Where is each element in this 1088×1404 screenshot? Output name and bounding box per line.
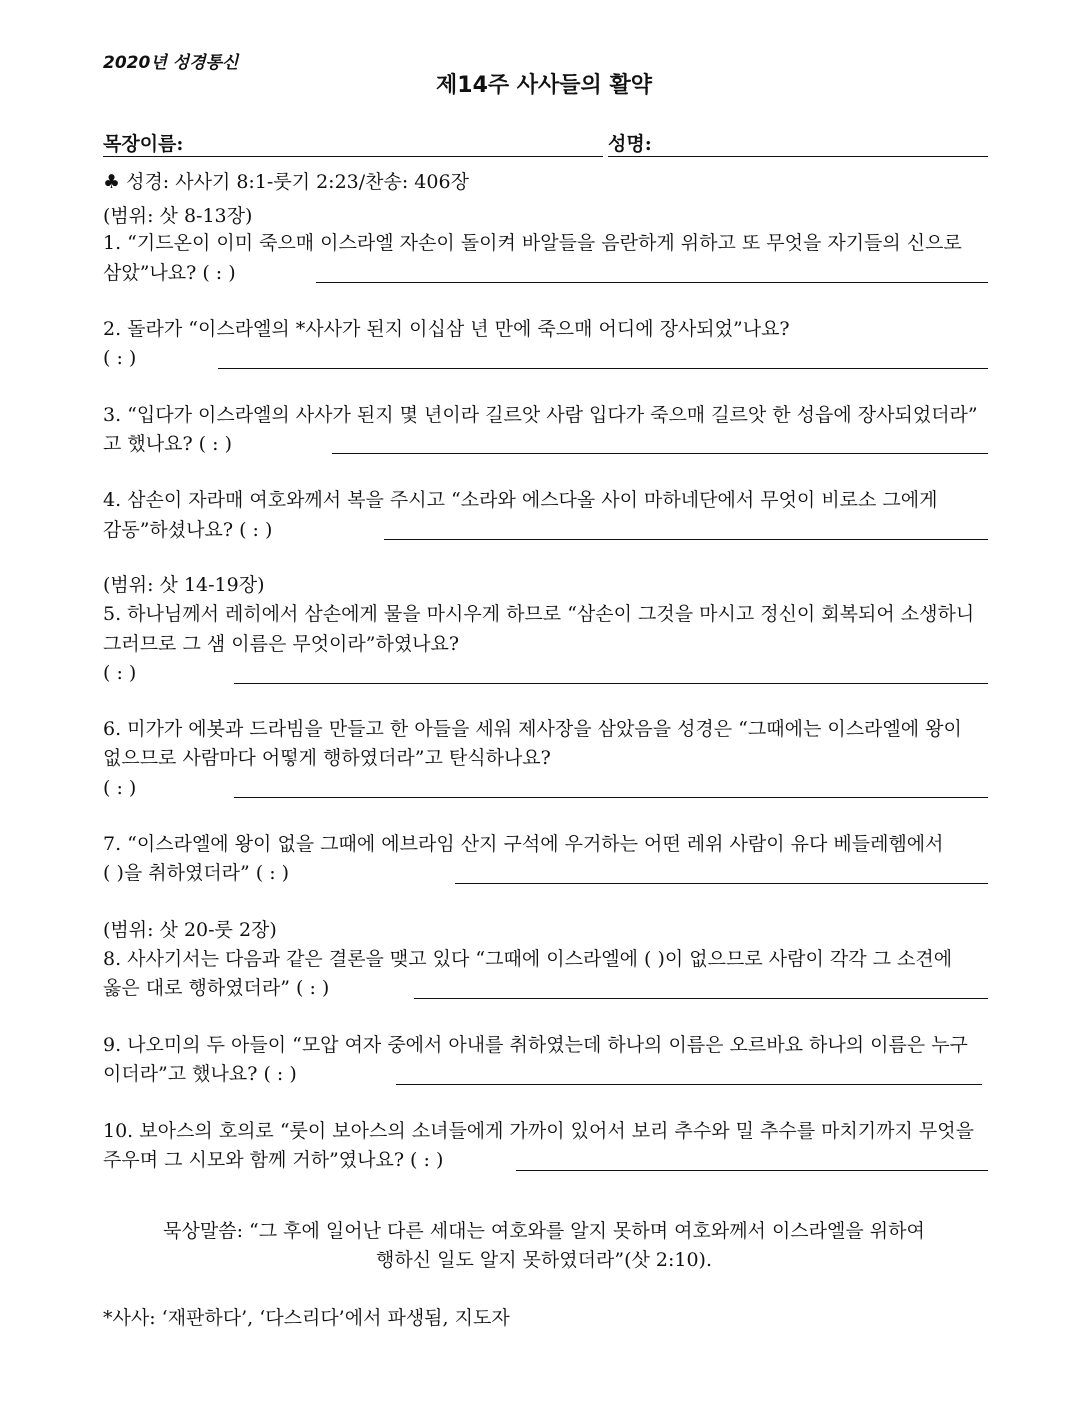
- section-range-3: (범위: 삿 20-룻 2장): [103, 919, 277, 941]
- scripture-text: 성경: 사사기 8:1-룻기 2:23/찬송: 406장: [126, 171, 469, 193]
- page-title: [0, 68, 1088, 99]
- answer-line-5[interactable]: [234, 683, 988, 684]
- question-4-line-2: 감동”하셨나요? ( : ): [103, 519, 273, 541]
- answer-line-2[interactable]: [218, 368, 988, 369]
- section-range-2: (범위: 삿 14-19장): [103, 574, 265, 596]
- question-2-line-2: ( : ): [103, 347, 137, 369]
- question-9-line-1: 9. 나오미의 두 아들이 “모압 여자 중에서 아내를 취하였는데 하나의 이름은 오르바요 하나의 이름은 누구: [103, 1034, 968, 1056]
- question-8-line-2: 옳은 대로 행하였더라” ( : ): [103, 977, 330, 999]
- question-8-line-1: 8. 사사기서는 다음과 같은 결론을 맺고 있다 “그때에 이스라엘에 ( )이 없으므로 사람이 각각 그 소견에: [103, 948, 953, 970]
- question-5-line-3: ( : ): [103, 662, 137, 684]
- question-9-line-2: 이더라”고 했나요? ( : ): [103, 1063, 297, 1085]
- section-range-1: (범위: 삿 8-13장): [103, 205, 253, 227]
- answer-line-1[interactable]: [316, 282, 988, 283]
- club-icon: ♣: [103, 171, 121, 193]
- header-stamp: 2020년 성경통신: [103, 53, 239, 73]
- meditation-line-2: 행하신 일도 알지 못하였더라”(삿 2:10).: [375, 1249, 712, 1271]
- answer-line-6[interactable]: [234, 797, 988, 798]
- question-10-line-1: 10. 보아스의 호의로 “룻이 보아스의 소녀들에게 가까이 있어서 보리 추수와 밀 추수를 마치기까지 무엇을: [103, 1120, 974, 1142]
- scripture-line: [103, 170, 469, 194]
- group-name-input-line[interactable]: [103, 156, 603, 157]
- group-name-label: 목장이름:: [103, 133, 184, 155]
- person-name-input-line[interactable]: [608, 156, 988, 157]
- meditation-verse-cont: [0, 1248, 1088, 1272]
- question-3-line-2: 고 했나요? ( : ): [103, 433, 232, 455]
- question-1-line-2: 삼았”나요? ( : ): [103, 262, 236, 284]
- question-5-line-1: 5. 하나님께서 레히에서 삼손에게 물을 마시우게 하므로 “삼손이 그것을 마시고 정신이 회복되어 소생하니: [103, 603, 975, 625]
- answer-line-7[interactable]: [455, 883, 988, 884]
- answer-line-8[interactable]: [414, 998, 988, 999]
- footnote: *사사: ‘재판하다’, ‘다스리다’에서 파생됨, 지도자: [103, 1307, 510, 1329]
- question-6-line-2: 없으므로 사람마다 어떻게 행하였더라”고 탄식하나요?: [103, 747, 551, 769]
- question-7-line-1: 7. “이스라엘에 왕이 없을 그때에 에브라임 산지 구석에 우거하는 어떤 레위 사람이 유다 베들레헴에서: [103, 833, 944, 855]
- question-7-line-2: ( )을 취하였더라” ( : ): [103, 862, 290, 884]
- question-3-line-1: 3. “입다가 이스라엘의 사사가 된지 몇 년이라 길르앗 사람 입다가 죽으매 길르앗 한 성읍에 장사되었더라”: [103, 404, 978, 426]
- meditation-verse: [0, 1219, 1088, 1243]
- question-1-line-1: 1. “기드온이 이미 죽으매 이스라엘 자손이 돌이켜 바알들을 음란하게 위하고 또 무엇을 자기들의 신으로: [103, 232, 962, 254]
- question-2-line-1: 2. 돌라가 “이스라엘의 *사사가 된지 이십삼 년 만에 죽으매 어디에 장사되었”나요?: [103, 318, 790, 340]
- page-title-text: 제14주 사사들의 활약: [436, 73, 652, 98]
- question-6-line-1: 6. 미가가 에봇과 드라빔을 만들고 한 아들을 세워 제사장을 삼았음을 성경은 “그때에는 이스라엘에 왕이: [103, 718, 962, 740]
- question-6-line-3: ( : ): [103, 777, 137, 799]
- answer-line-10[interactable]: [516, 1170, 988, 1171]
- question-4-line-1: 4. 삼손이 자라매 여호와께서 복을 주시고 “소라와 에스다올 사이 마하네단에서 무엇이 비로소 그에게: [103, 489, 938, 511]
- question-5-line-2: 그러므로 그 샘 이름은 무엇이라”하였나요?: [103, 633, 460, 655]
- meditation-line-1: 묵상말씀: “그 후에 일어난 다른 세대는 여호와를 알지 못하며 여호와께서 이스라엘을 위하여: [163, 1220, 925, 1242]
- answer-line-4[interactable]: [384, 539, 988, 540]
- answer-line-3[interactable]: [332, 453, 988, 454]
- answer-line-9[interactable]: [396, 1084, 982, 1085]
- question-10-line-2: 주우며 그 시모와 함께 거하”였나요? ( : ): [103, 1149, 444, 1171]
- person-name-label: 성명:: [608, 133, 652, 155]
